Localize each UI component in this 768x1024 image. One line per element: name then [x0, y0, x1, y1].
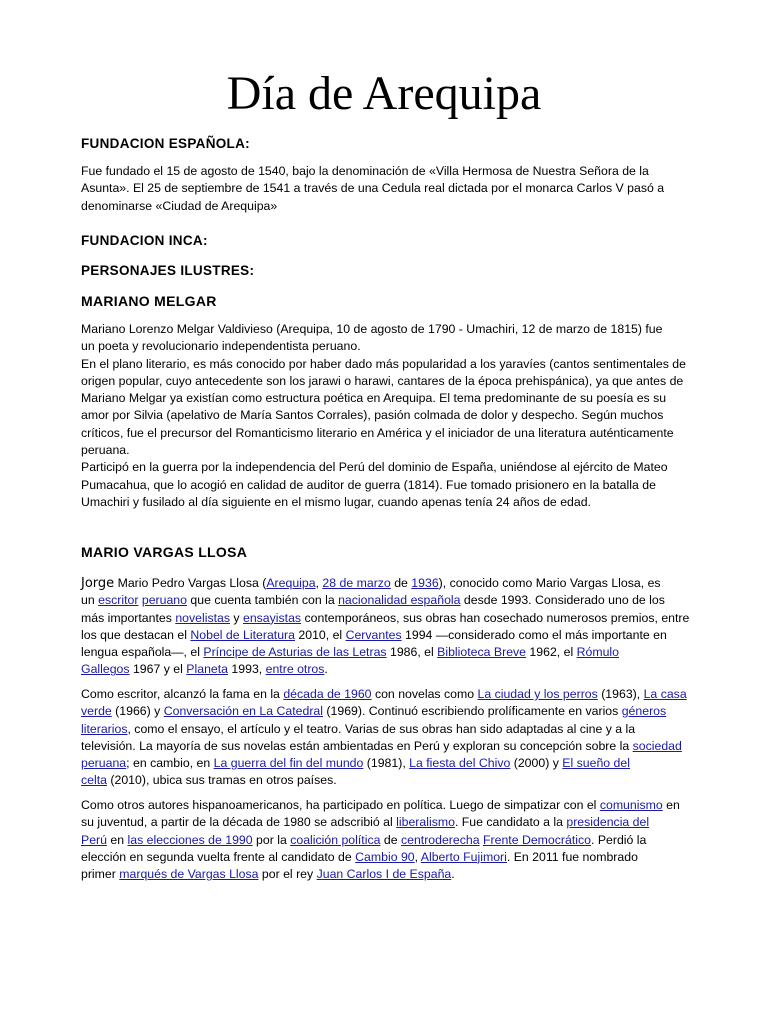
- text: 1967 y el: [129, 662, 187, 677]
- link-ensayistas[interactable]: ensayistas: [242, 610, 302, 625]
- text-line: [81, 738, 701, 755]
- text: de: [390, 576, 412, 590]
- text-line: Pumacahua, que lo acogió en calidad de auditor de guerra (1814). Fue tomado prisionero en la batalla de: [81, 477, 656, 492]
- paragraph-vargas-llosa-politica: [81, 797, 701, 883]
- link-nacionalidad-espanola[interactable]: nacionalidad española: [338, 593, 461, 608]
- text: en: [662, 798, 680, 812]
- link-cervantes[interactable]: Cervantes: [345, 627, 402, 642]
- text-line: Asunta». El 25 de septiembre de 1541 a través de una Cedula real dictada por el monarca Carlos V pasó a: [81, 181, 665, 196]
- text: desde 1993. Considerado uno de los: [460, 593, 665, 608]
- link-romulo-gallegos[interactable]: Gallegos: [81, 662, 130, 677]
- text: por la: [252, 832, 291, 847]
- link-28-de-marzo[interactable]: 28 de marzo: [322, 576, 391, 590]
- text-line: [81, 686, 701, 703]
- link-1936[interactable]: 1936: [411, 576, 439, 590]
- text-line: [81, 661, 701, 678]
- text-line: Mariano Melgar ya existían como estructura poética en Arequipa. El tema predominante de su poesía es su: [81, 391, 667, 406]
- text: ,: [414, 849, 421, 864]
- text-line: amor por Silvia (apelativo de María Santos Corrales), pasión colmada de dolor y despecho. Según muchos: [81, 408, 664, 423]
- text: por el rey: [258, 867, 317, 882]
- text-line: denominarse «Ciudad de Arequipa»: [81, 198, 278, 213]
- heading-fundacion-inca: FUNDACION INCA:: [81, 233, 208, 248]
- text-line: peruana.: [81, 443, 130, 458]
- link-generos-literarios[interactable]: literarios: [81, 721, 128, 736]
- text: Jorge: [81, 576, 115, 591]
- link-peruano[interactable]: peruano: [141, 593, 187, 608]
- page-title: Día de Arequipa: [226, 67, 542, 120]
- link-principe-de-asturias[interactable]: Príncipe de Asturias de las Letras: [203, 645, 387, 660]
- text: más importantes: [81, 610, 176, 625]
- link-escritor[interactable]: escritor: [98, 593, 139, 608]
- link-liberalismo[interactable]: liberalismo: [396, 815, 455, 830]
- link-la-guerra-del-fin-del-mundo[interactable]: La guerra del fin del mundo: [213, 756, 364, 771]
- text: (1981),: [363, 756, 410, 771]
- text: ,: [315, 576, 323, 590]
- text-line: un poeta y revolucionario independentista peruano.: [81, 339, 361, 354]
- text-line: Fue fundado el 15 de agosto de 1540, bajo la denominación de «Villa Hermosa de Nuestra Señora de la: [81, 164, 649, 178]
- text: (2000) y: [510, 756, 563, 771]
- text-line: [81, 627, 701, 644]
- link-sociedad-peruana[interactable]: sociedad: [632, 738, 682, 753]
- text-line: Umachiri y fusilado al día siguiente en el mismo lugar, cuando apenas tenía 24 años de edad.: [81, 494, 591, 509]
- text: 1993,: [228, 662, 266, 677]
- text-line: [81, 644, 701, 661]
- paragraph-vargas-llosa-obras: [81, 686, 701, 790]
- link-cambio-90[interactable]: Cambio 90: [355, 849, 415, 864]
- link-generos-literarios[interactable]: géneros: [621, 704, 667, 719]
- text: ), conocido como Mario Vargas Llosa, es: [438, 576, 661, 590]
- heading-personajes-ilustres: PERSONAJES ILUSTRES:: [81, 263, 255, 278]
- text: 2010, el: [294, 627, 346, 642]
- link-coalicion-politica[interactable]: coalición política: [290, 832, 381, 847]
- text-line: [81, 592, 701, 609]
- text: con novelas como: [371, 687, 478, 701]
- link-decada-de-1960[interactable]: década de 1960: [283, 687, 372, 701]
- text-line: [81, 772, 701, 789]
- text: 1994 —considerado como el más importante en: [401, 627, 667, 642]
- text: de: [380, 832, 401, 847]
- text-line: [81, 849, 701, 866]
- heading-mario-vargas-llosa: MARIO VARGAS LLOSA: [81, 544, 248, 560]
- text: ; en cambio, en: [126, 756, 214, 771]
- link-sociedad-peruana[interactable]: peruana: [81, 756, 127, 771]
- link-novelistas[interactable]: novelistas: [175, 610, 230, 625]
- link-las-elecciones-de-1990[interactable]: las elecciones de 1990: [127, 832, 253, 847]
- text: Mario Pedro Vargas Llosa (: [114, 576, 267, 590]
- link-marques-de-vargas-llosa[interactable]: marqués de Vargas Llosa: [119, 867, 259, 882]
- link-el-sueno-del-celta[interactable]: celta: [81, 773, 107, 788]
- text: elección en segunda vuelta frente al candidato de: [81, 849, 356, 864]
- link-presidencia-del-peru[interactable]: Perú: [81, 832, 107, 847]
- link-conversacion-en-la-catedral[interactable]: Conversación en La Catedral: [163, 704, 323, 719]
- text: contemporáneos, sus obras han cosechado numerosos premios, entre: [301, 610, 690, 625]
- text-line: [81, 721, 701, 738]
- text: en: [106, 832, 128, 847]
- text: y: [230, 610, 243, 625]
- text: Como otros autores hispanoamericanos, ha participado en política. Luego de simpatizar con el: [81, 798, 600, 812]
- link-frente-democratico[interactable]: Frente Democrático: [483, 832, 591, 847]
- link-la-fiesta-del-chivo[interactable]: La fiesta del Chivo: [409, 756, 511, 771]
- text-line: [81, 575, 701, 592]
- text: . Fue candidato a la: [454, 815, 567, 830]
- text-line: Mariano Lorenzo Melgar Valdivieso (Arequipa, 10 de agosto de 1790 - Umachiri, 12 de marzo de 1815) fue: [81, 322, 663, 336]
- link-alberto-fujimori[interactable]: Alberto Fujimori: [420, 849, 507, 864]
- link-planeta[interactable]: Planeta: [186, 662, 229, 677]
- text-line: [81, 866, 701, 883]
- text: (2010), ubica sus tramas en otros países.: [106, 773, 337, 788]
- link-la-casa-verde[interactable]: verde: [81, 704, 112, 719]
- link-centroderecha[interactable]: centroderecha: [400, 832, 480, 847]
- text: . Perdió la: [590, 832, 647, 847]
- text-line: Participó en la guerra por la independencia del Perú del dominio de España, uniéndose al ejército de Mateo: [81, 460, 668, 475]
- text-line: [81, 610, 701, 627]
- paragraph-vargas-llosa-bio: [81, 575, 701, 679]
- link-arequipa[interactable]: Arequipa: [266, 576, 316, 590]
- text-line: [81, 814, 701, 831]
- text: 1962, el: [526, 645, 577, 660]
- text-line: [81, 703, 701, 720]
- text: 1986, el: [386, 645, 438, 660]
- text: los que destacan el: [81, 627, 191, 642]
- link-romulo-gallegos[interactable]: Rómulo: [576, 645, 619, 660]
- link-biblioteca-breve[interactable]: Biblioteca Breve: [437, 645, 527, 660]
- text-line: [81, 797, 701, 814]
- text: su juventud, a partir de la década de 1980 se adscribió al: [81, 815, 397, 830]
- text: .: [451, 867, 455, 882]
- text: que cuenta también con la: [187, 593, 339, 608]
- text: . En 2011 fue nombrado: [506, 849, 638, 864]
- text: Como escritor, alcanzó la fama en la: [81, 687, 284, 701]
- text-line: [81, 832, 701, 849]
- link-presidencia-del-peru[interactable]: presidencia del: [566, 815, 650, 830]
- link-la-ciudad-y-los-perros[interactable]: La ciudad y los perros: [477, 687, 598, 701]
- text: televisión. La mayoría de sus novelas están ambientadas en Perú y exploran su concepción sobre la: [81, 738, 633, 753]
- heading-fundacion-espanola: FUNDACION ESPAÑOLA:: [81, 136, 250, 151]
- text: (1963),: [597, 687, 644, 701]
- text: (1969). Continuó escribiendo prolíficamente en varios: [323, 704, 622, 719]
- link-nobel-de-literatura[interactable]: Nobel de Literatura: [190, 627, 295, 642]
- link-la-casa-verde[interactable]: La casa: [643, 687, 687, 701]
- paragraph-mariano-melgar: [81, 321, 701, 511]
- text: (1966) y: [111, 704, 164, 719]
- link-entre-otros[interactable]: entre otros: [265, 662, 325, 677]
- text-line: críticos, fue el precursor del Romanticismo literario en América y el iniciador de una literatura auténticamente: [81, 425, 674, 440]
- text-line: [81, 755, 701, 772]
- text-line: En el plano literario, es más conocido por haber dado más popularidad a los yaravíes (cantos sentimentales de: [81, 356, 686, 371]
- text: , como el ensayo, el artículo y el teatro. Varias de sus obras han sido adaptadas al cine y a la: [127, 721, 636, 736]
- link-comunismo[interactable]: comunismo: [599, 798, 663, 812]
- link-juan-carlos-i[interactable]: Juan Carlos I de España: [316, 867, 452, 882]
- heading-mariano-melgar: MARIANO MELGAR: [81, 293, 217, 309]
- text-line: origen popular, cuyo antecedente son los jarawi o harawi, cantares de la época prehispánica), ya que antes de: [81, 373, 684, 388]
- text: primer: [81, 867, 120, 882]
- text: .: [324, 662, 328, 677]
- text: un: [81, 593, 99, 608]
- text: lengua española—, el: [81, 645, 204, 660]
- link-el-sueno-del-celta[interactable]: El sueño del: [562, 756, 630, 771]
- paragraph-fundacion-espanola: [81, 163, 701, 215]
